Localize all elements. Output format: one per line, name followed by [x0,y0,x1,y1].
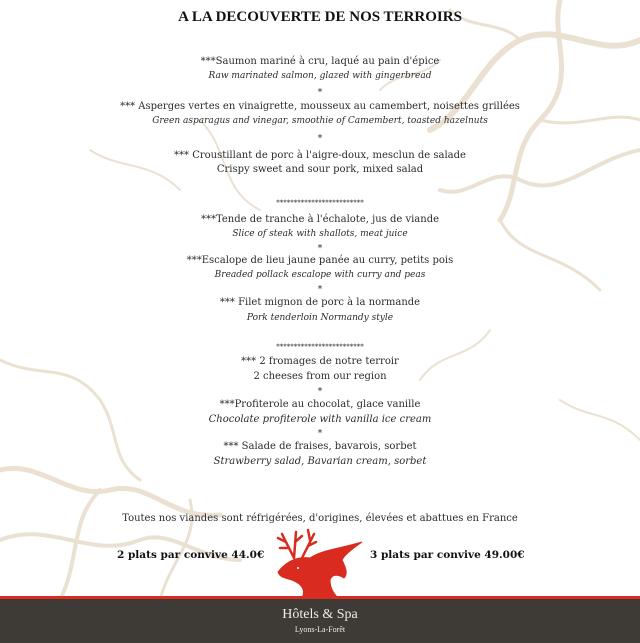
item-separator: * [317,285,323,295]
dessert-1-en: 2 cheeses from our region [253,371,387,382]
section-separator: ************************* [276,199,364,207]
dessert-3-fr: *** Salade de fraises, bavarois, sorbet [223,441,417,452]
item-separator: * [317,244,323,254]
price-three-courses: 3 plats par convive 49.00€ [370,549,525,561]
dessert-2-en: Chocolate profiterole with vanilla ice cream [208,414,432,425]
main-2-fr: ***Escalope de lieu jaune panée au curry, petits pois [186,255,454,266]
main-2-en: Breaded pollack escalope with curry and peas [214,270,426,280]
hotel-name: Hôtels & Spa [282,607,358,622]
dessert-1-fr: *** 2 fromages de notre terroir [241,356,399,367]
starter-1-en: Raw marinated salmon, glazed with gingerbread [208,71,432,81]
starter-1-fr: ***Saumon mariné à cru, laqué au pain d'épice [200,56,440,67]
footer-band [0,596,640,643]
starter-2-fr: *** Asperges vertes en vinaigrette, mousseux au camembert, noisettes grillées [120,101,520,112]
starter-3-en: Crispy sweet and sour pork, mixed salad [216,164,424,175]
stag-unicorn-logo [272,528,368,598]
section-separator: ************************* [276,343,364,351]
price-two-courses: 2 plats par convive 44.0€ [117,549,265,561]
main-3-en: Pork tenderloin Normandy style [246,313,394,323]
item-separator: * [317,429,323,439]
item-separator: * [317,387,323,397]
page-title: A LA DECOUVERTE DE NOS TERROIRS [178,9,462,25]
starter-2-en: Green asparagus and vinegar, smoothie of Camembert, toasted hazelnuts [152,116,488,126]
item-separator: * [317,134,323,144]
hotel-location: Lyons-La-Forêt [294,625,346,634]
main-1-fr: ***Tende de tranche à l'échalote, jus de viande [200,214,440,225]
main-3-fr: *** Filet mignon de porc à la normande [219,297,421,308]
meat-origin-notice: Toutes nos viandes sont réfrigérées, d'origines, élevées et abattues en France [122,513,518,524]
starter-3-fr: *** Croustillant de porc à l'aigre-doux, mesclun de salade [174,150,466,161]
main-1-en: Slice of steak with shallots, meat juice [232,229,408,239]
item-separator: * [317,88,323,98]
dessert-2-fr: ***Profiterole au chocolat, glace vanille [219,399,421,410]
dessert-3-en: Strawberry salad, Bavarian cream, sorbet [213,456,427,467]
